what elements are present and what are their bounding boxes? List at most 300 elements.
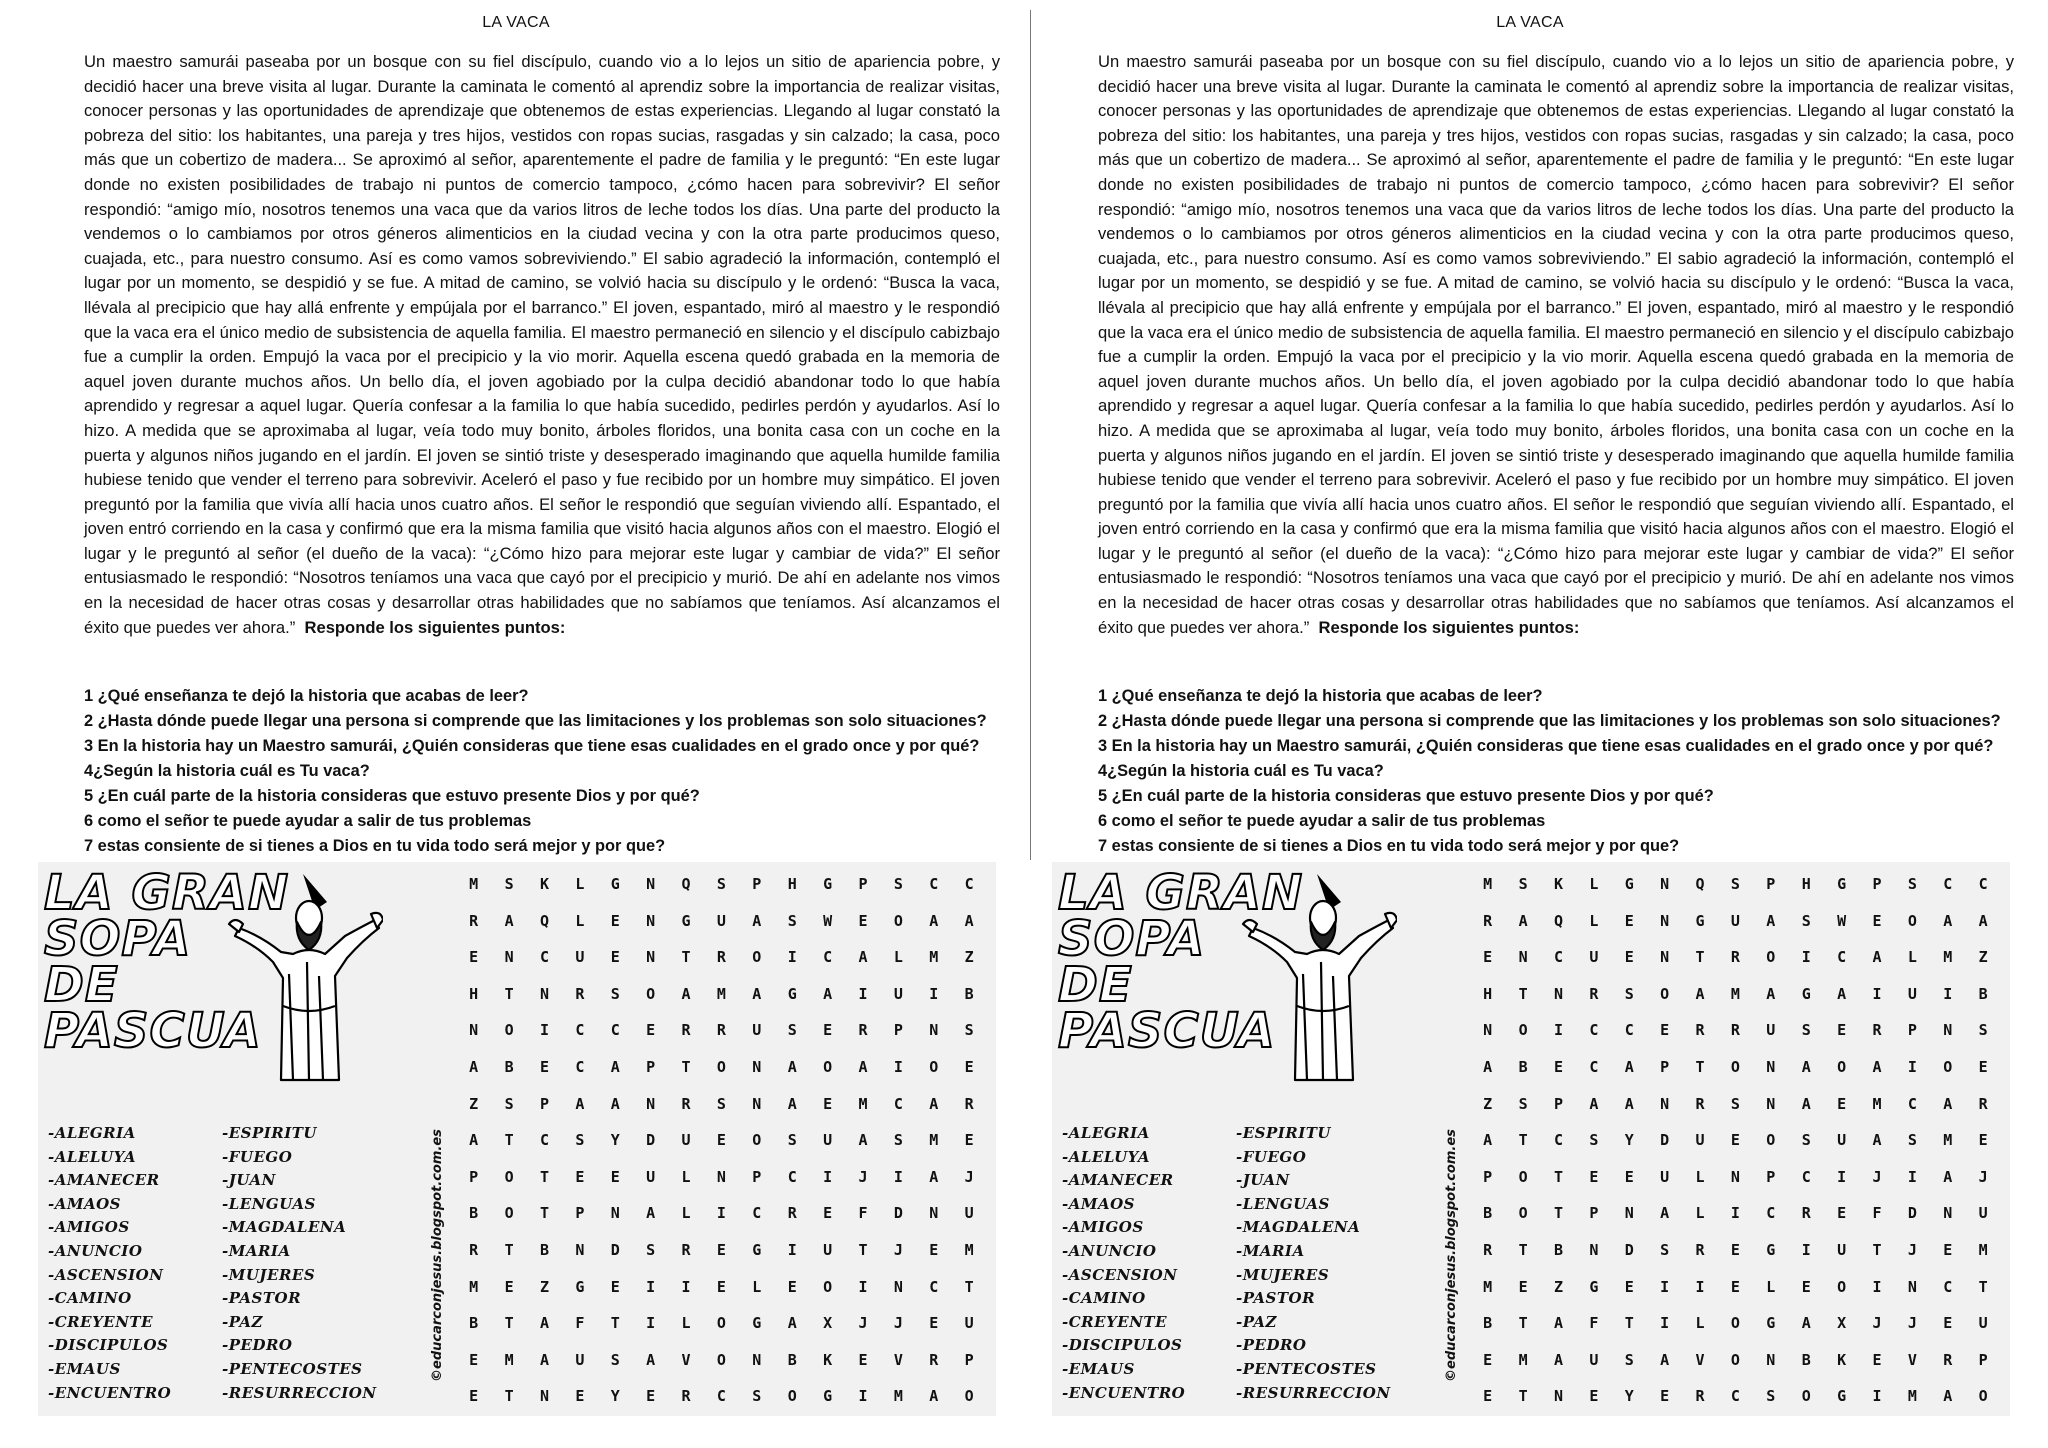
grid-letter: I <box>1872 1277 1882 1296</box>
grid-letter: N <box>752 1057 762 1076</box>
grid-letter: E <box>610 1167 620 1186</box>
grid-letter: N <box>1660 1094 1670 1113</box>
grid-letter: G <box>575 1277 585 1296</box>
grid-letter: A <box>1978 911 1988 930</box>
grid-letter: D <box>893 1204 903 1223</box>
grid-letter: O <box>1766 1131 1776 1150</box>
grid-letter: G <box>1766 1314 1776 1333</box>
grid-letter: C <box>610 1021 620 1040</box>
grid-letter: A <box>575 1094 585 1113</box>
grid-letter: E <box>1872 911 1882 930</box>
grid-letter: S <box>1518 1094 1528 1113</box>
grid-letter: Z <box>1978 948 1988 967</box>
grid-letter: U <box>1907 984 1917 1003</box>
grid-letter: A <box>858 948 868 967</box>
grid-letter: I <box>1837 1167 1847 1186</box>
grid-letter: I <box>716 1204 726 1223</box>
grid-letter: R <box>681 1387 691 1406</box>
grid-letter: R <box>1943 1350 1953 1369</box>
grid-letter: E <box>1518 1277 1528 1296</box>
grid-letter: E <box>929 1240 939 1259</box>
grid-letter: M <box>1943 948 1953 967</box>
grid-letter: R <box>681 1094 691 1113</box>
puzzle-title-line: LA GRAN <box>1058 865 1304 921</box>
grid-letter: J <box>1872 1314 1882 1333</box>
grid-letter: R <box>1483 1240 1493 1259</box>
grid-letter: O <box>504 1204 514 1223</box>
grid-letter: E <box>1978 1131 1988 1150</box>
grid-letter: A <box>539 1314 549 1333</box>
grid-letter: O <box>1837 1277 1847 1296</box>
document-title: LA VACA <box>1496 14 1564 31</box>
grid-letter: A <box>1943 1167 1953 1186</box>
grid-letter: P <box>964 1350 974 1369</box>
grid-letter: C <box>1943 1277 1953 1296</box>
grid-letter: V <box>1695 1350 1705 1369</box>
grid-letter: A <box>787 1314 797 1333</box>
worksheet-page-left <box>10 0 1022 1448</box>
grid-letter: I <box>1695 1277 1705 1296</box>
grid-letter: N <box>646 1094 656 1113</box>
word-list-item: -MAGDALENA <box>222 1218 347 1237</box>
questions-prompt: Responde los siguientes puntos: <box>1318 617 1580 637</box>
grid-letter: B <box>1483 1204 1493 1223</box>
story-text <box>84 50 1000 640</box>
grid-letter: E <box>646 1021 656 1040</box>
grid-letter: E <box>858 911 868 930</box>
grid-letter: O <box>1978 1387 1988 1406</box>
grid-letter: P <box>752 1167 762 1186</box>
grid-letter: H <box>1801 875 1811 893</box>
grid-letter: A <box>1483 1131 1493 1150</box>
grid-letter: B <box>1483 1314 1493 1333</box>
grid-letter: G <box>610 875 620 893</box>
grid-letter: M <box>1907 1387 1917 1406</box>
grid-letter: A <box>1660 1204 1670 1223</box>
grid-letter: C <box>1553 948 1563 967</box>
grid-letter: I <box>929 984 939 1003</box>
question-item: 2 ¿Hasta dónde puede llegar una persona si comprende que las limitaciones y los problemas son solo situaciones? <box>1098 712 2001 730</box>
grid-letter: Y <box>1624 1131 1634 1150</box>
grid-letter: P <box>1589 1204 1599 1223</box>
grid-letter: A <box>929 1094 939 1113</box>
grid-letter: Q <box>1695 875 1705 893</box>
grid-letter: S <box>1801 911 1811 930</box>
grid-letter: C <box>1589 1021 1599 1040</box>
word-list-item: -LENGUAS <box>1236 1194 1330 1213</box>
story-body: Un maestro samurái paseaba por un bosque con su fiel discípulo, cuando vio a lo lejos un sitio de apariencia pobre, y decidió hacer una breve visita al lugar. Durante la caminata le comentó al aprendiz sobre la importancia de realizar visitas, conocer personas y las oportunidades de aprendizaje que obtenemos de estas experiencias. Llegando al lugar constató la pobreza del sitio: los habitantes, una pareja y tres hijos, vestidos con ropas sucias, rasgadas y sin calzado; la casa, poco más que un cobertizo de madera... Se aproximó al señor, aparentemente el padre de familia y le preguntó: “En este lugar donde no existen posibilidades de trabajo ni puntos de comercio tampoco, ¿cómo hacen para sobrevivir? El señor respondió: “amigo mío, nosotros tenemos una vaca que da varios litros de leche todos los días. Una parte del producto la vendemos o lo cambiamos por otros géneros alimenticios en la ciudad vecina y con la otra parte producimos queso, cuajada, etc., para nuestro consumo. Así es como vamos sobreviviendo.” El sabio agradeció la información, contempló el lugar por un momento, se despidió y se fue. A mitad de camino, se volvió hacia su discípulo y le ordenó: “Busca la vaca, llévala al precipicio que hay allá enfrente y empújala por el barranco.” El joven, espantado, miró al maestro y le respondió que la vaca era el único medio de subsistencia de aquella familia. El maestro permaneció en silencio y el discípulo cabizbajo fue a cumplir la orden. Empujó la vaca por el precipicio y la vio morir. Aquella escena quedó grabada en la memoria de aquel joven durante muchos años. Un bello día, el joven agobiado por la culpa decidió abandonar todo lo que había aprendido y regresar a aquel lugar. Quería confesar a la familia lo que había sucedido, pedirles perdón y ayudarlos. Así lo hizo. A medida que se aproximaba al lugar, veía todo muy bonito, árboles floridos, una bonita casa con un coche en la puerta y algunos niños jugando en el jardín. El joven se sintió triste y desesperado imaginando que aquella humilde familia hubiese tenido que vender el terreno para sobrevivir. Aceleró el paso y fue recibido por un hombre muy simpático. El joven preguntó por la familia que vivía allí hacia unos cuatro años. El señor le respondió que seguían viviendo allí. Espantado, el joven entró corriendo en la casa y confirmó que era la misma familia que visitó hacia algunos años con el maestro. Elogió el lugar y le preguntó al señor (el dueño de la vaca): “¿Cómo hizo para mejorar este lugar y cambiar de vida?” El señor entusiasmado le respondió: “Nosotros teníamos una vaca que cayó por el precipicio y murió. De ahí en adelante nos vimos en la necesidad de hacer otras cosas y desarrollar otras habilidades que no sabíamos que teníamos. Así alcanzamos el éxito que puedes ver ahora.” <box>1098 52 2014 637</box>
grid-letter: N <box>1660 911 1670 930</box>
question-item: 3 En la historia hay un Maestro samurái, ¿Quién consideras que tiene esas cualidades en el grado once y por qué? <box>1098 737 1994 755</box>
grid-letter: A <box>1872 948 1882 967</box>
grid-letter: C <box>1730 1387 1740 1406</box>
grid-letter: M <box>469 1277 479 1296</box>
grid-letter: E <box>858 1350 868 1369</box>
grid-letter: A <box>929 1387 939 1406</box>
grid-letter: Q <box>681 875 691 893</box>
grid-letter: C <box>1553 1131 1563 1150</box>
jesus-figure-icon <box>223 866 383 1086</box>
word-list-item: -MUJERES <box>222 1265 316 1284</box>
grid-letter: S <box>646 1240 656 1259</box>
grid-letter: C <box>1978 875 1988 893</box>
grid-letter: A <box>929 911 939 930</box>
grid-letter: E <box>1624 1277 1634 1296</box>
grid-letter: O <box>504 1167 514 1186</box>
grid-letter: K <box>823 1350 833 1369</box>
grid-letter: S <box>752 1387 762 1406</box>
question-item: 3 En la historia hay un Maestro samurái, ¿Quién consideras que tiene esas cualidades en el grado once y por qué? <box>84 737 980 755</box>
grid-letter: S <box>1624 1350 1634 1369</box>
word-list-item: -ENCUENTRO <box>1062 1383 1186 1402</box>
grid-letter: B <box>504 1057 514 1076</box>
grid-letter: S <box>787 1131 797 1150</box>
grid-letter: J <box>893 1240 903 1259</box>
grid-letter: O <box>1907 911 1917 930</box>
grid-letter: E <box>610 1277 620 1296</box>
grid-letter: V <box>1907 1350 1917 1369</box>
grid-letter: P <box>752 875 762 893</box>
grid-letter: S <box>716 1094 726 1113</box>
grid-letter: N <box>646 911 656 930</box>
grid-letter: A <box>1943 1094 1953 1113</box>
grid-letter: R <box>469 1240 479 1259</box>
grid-letter: O <box>1518 1021 1528 1040</box>
word-list-item: -ESPIRITU <box>1236 1124 1332 1142</box>
grid-letter: U <box>823 1131 833 1150</box>
grid-letter: L <box>681 1204 691 1223</box>
grid-letter: R <box>1801 1204 1811 1223</box>
grid-letter: N <box>752 1350 762 1369</box>
grid-letter: O <box>1518 1167 1528 1186</box>
grid-letter: L <box>893 948 903 967</box>
grid-letter: N <box>646 875 656 893</box>
grid-letter: E <box>823 1021 833 1040</box>
word-list-item: -PASTOR <box>222 1289 302 1308</box>
grid-letter: S <box>1624 984 1634 1003</box>
grid-letter: E <box>964 1131 974 1150</box>
grid-letter: C <box>716 1387 726 1406</box>
grid-letter: Y <box>610 1387 620 1406</box>
grid-letter: L <box>1907 948 1917 967</box>
story-text <box>1098 50 2014 640</box>
grid-letter: I <box>1801 1240 1811 1259</box>
grid-letter: T <box>964 1277 974 1296</box>
grid-letter: N <box>539 1387 549 1406</box>
grid-letter: E <box>1837 1094 1847 1113</box>
grid-letter: A <box>610 1094 620 1113</box>
grid-letter: J <box>1872 1167 1882 1186</box>
word-list-item: -ALELUYA <box>48 1147 137 1166</box>
grid-letter: E <box>1837 1204 1847 1223</box>
grid-letter: R <box>681 1021 691 1040</box>
grid-letter: M <box>504 1350 514 1369</box>
grid-letter: A <box>1553 1350 1563 1369</box>
grid-letter: A <box>1483 1057 1493 1076</box>
grid-letter: N <box>929 1021 939 1040</box>
grid-letter: G <box>1837 875 1847 893</box>
grid-letter: T <box>1518 1240 1528 1259</box>
grid-letter: D <box>1907 1204 1917 1223</box>
grid-letter: C <box>1837 948 1847 967</box>
questions-list <box>1098 684 2036 859</box>
grid-letter: R <box>681 1240 691 1259</box>
grid-letter: I <box>787 1240 797 1259</box>
grid-letter: S <box>893 875 903 893</box>
grid-letter: M <box>1730 984 1740 1003</box>
grid-letter: U <box>716 911 726 930</box>
grid-letter: O <box>823 1277 833 1296</box>
grid-letter: O <box>752 1131 762 1150</box>
story-body: Un maestro samurái paseaba por un bosque con su fiel discípulo, cuando vio a lo lejos un sitio de apariencia pobre, y decidió hacer una breve visita al lugar. Durante la caminata le comentó al aprendiz sobre la importancia de realizar visitas, conocer personas y las oportunidades de aprendizaje que obtenemos de estas experiencias. Llegando al lugar constató la pobreza del sitio: los habitantes, una pareja y tres hijos, vestidos con ropas sucias, rasgadas y sin calzado; la casa, poco más que un cobertizo de madera... Se aproximó al señor, aparentemente el padre de familia y le preguntó: “En este lugar donde no existen posibilidades de trabajo ni puntos de comercio tampoco, ¿cómo hacen para sobrevivir? El señor respondió: “amigo mío, nosotros tenemos una vaca que da varios litros de leche todos los días. Una parte del producto la vendemos o lo cambiamos por otros géneros alimenticios en la ciudad vecina y con la otra parte producimos queso, cuajada, etc., para nuestro consumo. Así es como vamos sobreviviendo.” El sabio agradeció la información, contempló el lugar por un momento, se despidió y se fue. A mitad de camino, se volvió hacia su discípulo y le ordenó: “Busca la vaca, llévala al precipicio que hay allá enfrente y empújala por el barranco.” El joven, espantado, miró al maestro y le respondió que la vaca era el único medio de subsistencia de aquella familia. El maestro permaneció en silencio y el discípulo cabizbajo fue a cumplir la orden. Empujó la vaca por el precipicio y la vio morir. Aquella escena quedó grabada en la memoria de aquel joven durante muchos años. Un bello día, el joven agobiado por la culpa decidió abandonar todo lo que había aprendido y regresar a aquel lugar. Quería confesar a la familia lo que había sucedido, pedirles perdón y ayudarlos. Así lo hizo. A medida que se aproximaba al lugar, veía todo muy bonito, árboles floridos, una bonita casa con un coche en la puerta y algunos niños jugando en el jardín. El joven se sintió triste y desesperado imaginando que aquella humilde familia hubiese tenido que vender el terreno para sobrevivir. Aceleró el paso y fue recibido por un hombre muy simpático. El joven preguntó por la familia que vivía allí hacia unos cuatro años. El señor le respondió que seguían viviendo allí. Espantado, el joven entró corriendo en la casa y confirmó que era la misma familia que visitó hacia algunos años con el maestro. Elogió el lugar y le preguntó al señor (el dueño de la vaca): “¿Cómo hizo para mejorar este lugar y cambiar de vida?” El señor entusiasmado le respondió: “Nosotros teníamos una vaca que cayó por el precipicio y murió. De ahí en adelante nos vimos en la necesidad de hacer otras cosas y desarrollar otras habilidades que no sabíamos que teníamos. Así alcanzamos el éxito que puedes ver ahora.” <box>84 52 1000 637</box>
grid-letter: C <box>893 1094 903 1113</box>
grid-letter: L <box>1695 1167 1705 1186</box>
grid-letter: T <box>681 948 691 967</box>
question-item: 6 como el señor te puede ayudar a salir de tus problemas <box>84 812 532 830</box>
grid-letter: A <box>681 984 691 1003</box>
grid-letter: E <box>1624 911 1634 930</box>
grid-letter: A <box>610 1057 620 1076</box>
grid-letter: T <box>1695 1057 1705 1076</box>
grid-letter: I <box>1872 984 1882 1003</box>
grid-letter: O <box>1730 1314 1740 1333</box>
grid-letter: O <box>504 1021 514 1040</box>
grid-letter: T <box>504 1314 514 1333</box>
grid-letter: I <box>1943 984 1953 1003</box>
word-list-item: -CAMINO <box>1062 1289 1146 1308</box>
question-item: 1 ¿Qué enseñanza te dejó la historia que acabas de leer? <box>84 687 529 705</box>
grid-letter: A <box>823 984 833 1003</box>
grid-letter: N <box>752 1094 762 1113</box>
grid-letter: N <box>1660 948 1670 967</box>
grid-letter: U <box>964 1204 974 1223</box>
grid-letter: E <box>716 1131 726 1150</box>
grid-letter: R <box>1695 1387 1705 1406</box>
grid-letter: O <box>1730 1350 1740 1369</box>
grid-letter: L <box>575 875 585 893</box>
grid-letter: I <box>858 1387 868 1406</box>
grid-letter: I <box>1907 1057 1917 1076</box>
grid-letter: I <box>646 1314 656 1333</box>
grid-letter: A <box>469 1131 479 1150</box>
grid-letter: N <box>469 1021 479 1040</box>
word-list-item: -ALEGRIA <box>1062 1124 1150 1142</box>
grid-letter: N <box>610 1204 620 1223</box>
grid-letter: B <box>469 1204 479 1223</box>
word-list-item: -RESURRECCION <box>1236 1383 1391 1402</box>
grid-letter: M <box>858 1094 868 1113</box>
grid-letter: U <box>1730 911 1740 930</box>
grid-letter: M <box>1518 1350 1528 1369</box>
grid-letter: E <box>1872 1350 1882 1369</box>
grid-letter: N <box>1660 875 1670 893</box>
grid-letter: J <box>1907 1314 1917 1333</box>
grid-letter: C <box>1589 1057 1599 1076</box>
grid-letter: T <box>504 1387 514 1406</box>
grid-letter: M <box>964 1240 974 1259</box>
grid-letter: G <box>681 911 691 930</box>
grid-letter: C <box>575 1057 585 1076</box>
word-search-puzzle <box>38 862 996 1416</box>
grid-letter: E <box>469 1387 479 1406</box>
grid-letter: E <box>1978 1057 1988 1076</box>
grid-letter: P <box>1872 875 1882 893</box>
grid-letter: S <box>575 1131 585 1150</box>
grid-letter: E <box>1943 1240 1953 1259</box>
grid-letter: A <box>539 1350 549 1369</box>
grid-letter: L <box>1695 1204 1705 1223</box>
grid-letter: L <box>681 1314 691 1333</box>
grid-letter: P <box>1978 1350 1988 1369</box>
word-list <box>1062 1124 1412 1407</box>
grid-letter: M <box>1483 875 1493 893</box>
grid-letter: Z <box>1483 1094 1493 1113</box>
grid-letter: Z <box>1553 1277 1563 1296</box>
grid-letter: E <box>575 1387 585 1406</box>
word-list-item: -AMAOS <box>48 1194 122 1213</box>
grid-letter: S <box>504 875 514 893</box>
grid-letter: U <box>575 948 585 967</box>
grid-letter: W <box>1837 911 1847 930</box>
grid-letter: T <box>1872 1240 1882 1259</box>
grid-letter: O <box>929 1057 939 1076</box>
grid-letter: N <box>1907 1277 1917 1296</box>
grid-letter: S <box>1978 1021 1988 1040</box>
grid-letter: R <box>1730 1021 1740 1040</box>
grid-letter: I <box>646 1277 656 1296</box>
grid-letter: U <box>1766 1021 1776 1040</box>
grid-letter: O <box>787 1387 797 1406</box>
grid-letter: G <box>752 1314 762 1333</box>
word-list-item: -PEDRO <box>222 1336 293 1355</box>
grid-letter: O <box>646 984 656 1003</box>
word-list-item: -FUEGO <box>222 1147 293 1166</box>
grid-letter: T <box>504 984 514 1003</box>
grid-letter: P <box>1907 1021 1917 1040</box>
word-list-item: -PAZ <box>1236 1312 1278 1331</box>
word-list-item: -MARIA <box>1236 1241 1305 1260</box>
grid-letter: C <box>787 1167 797 1186</box>
grid-letter: M <box>893 1387 903 1406</box>
grid-letter: I <box>893 1167 903 1186</box>
question-item: 1 ¿Qué enseñanza te dejó la historia que acabas de leer? <box>1098 687 1543 705</box>
question-item: 7 estas consiente de si tienes a Dios en tu vida todo será mejor y por que? <box>84 837 666 855</box>
word-list-item: -CAMINO <box>48 1289 132 1308</box>
grid-letter: E <box>469 948 479 967</box>
grid-letter: M <box>1483 1277 1493 1296</box>
document-title: LA VACA <box>482 14 550 31</box>
grid-letter: A <box>1518 911 1528 930</box>
grid-letter: E <box>823 1094 833 1113</box>
grid-letter: E <box>716 1240 726 1259</box>
grid-letter: I <box>787 948 797 967</box>
word-list-item: -ASCENSION <box>1062 1265 1178 1284</box>
word-list-item: -PASTOR <box>1236 1289 1316 1308</box>
grid-letter: C <box>1943 875 1953 893</box>
grid-letter: M <box>929 1131 939 1150</box>
grid-letter: S <box>787 911 797 930</box>
grid-letter: G <box>1624 875 1634 893</box>
grid-letter: U <box>1837 1131 1847 1150</box>
word-list-item: -AMAOS <box>1062 1194 1136 1213</box>
word-list <box>48 1124 398 1407</box>
grid-letter: I <box>823 1167 833 1186</box>
word-list-item: -DISCIPULOS <box>1062 1336 1183 1355</box>
grid-letter: I <box>893 1057 903 1076</box>
word-list-item: -PENTECOSTES <box>222 1359 363 1378</box>
word-list-item: -ANUNCIO <box>1062 1241 1157 1260</box>
word-list-item: -ESPIRITU <box>222 1124 318 1142</box>
grid-letter: H <box>1483 984 1493 1003</box>
grid-letter: M <box>716 984 726 1003</box>
grid-letter: A <box>858 1131 868 1150</box>
grid-letter: V <box>893 1350 903 1369</box>
jesus-figure-icon <box>1237 866 1397 1086</box>
grid-letter: I <box>1907 1167 1917 1186</box>
grid-letter: O <box>1943 1057 1953 1076</box>
word-list-item: -EMAUS <box>1062 1359 1135 1378</box>
grid-letter: F <box>575 1314 585 1333</box>
grid-letter: E <box>539 1057 549 1076</box>
grid-letter: C <box>929 1277 939 1296</box>
grid-letter: S <box>1907 1131 1917 1150</box>
grid-letter: G <box>1837 1387 1847 1406</box>
grid-letter: A <box>504 911 514 930</box>
grid-letter: G <box>1695 911 1705 930</box>
grid-letter: L <box>575 911 585 930</box>
grid-letter: T <box>504 1131 514 1150</box>
grid-letter: T <box>1695 948 1705 967</box>
grid-letter: U <box>964 1314 974 1333</box>
grid-letter: R <box>1589 984 1599 1003</box>
grid-letter: R <box>858 1021 868 1040</box>
grid-letter: N <box>1730 1167 1740 1186</box>
grid-letter: A <box>1553 1314 1563 1333</box>
grid-letter: A <box>752 984 762 1003</box>
grid-letter: I <box>539 1021 549 1040</box>
grid-letter: G <box>1766 1240 1776 1259</box>
grid-letter: H <box>469 984 479 1003</box>
grid-letter: S <box>1907 875 1917 893</box>
grid-letter: B <box>1978 984 1988 1003</box>
grid-letter: N <box>646 948 656 967</box>
grid-letter: A <box>964 911 974 930</box>
credit-text: ©educarconjesus.blogspot.com.es <box>1444 1129 1459 1382</box>
grid-letter: A <box>1766 984 1776 1003</box>
grid-letter: A <box>1801 1057 1811 1076</box>
grid-letter: P <box>646 1057 656 1076</box>
grid-letter: E <box>1660 1387 1670 1406</box>
grid-letter: Q <box>1553 911 1563 930</box>
grid-letter: P <box>1660 1057 1670 1076</box>
grid-letter: A <box>929 1167 939 1186</box>
grid-letter: L <box>1766 1277 1776 1296</box>
question-item: 5 ¿En cuál parte de la historia consideras que estuvo presente Dios y por qué? <box>84 787 700 805</box>
grid-letter: R <box>1872 1021 1882 1040</box>
grid-letter: W <box>823 911 833 930</box>
grid-letter: E <box>610 948 620 967</box>
grid-letter: E <box>1837 1021 1847 1040</box>
word-list-item: -PENTECOSTES <box>1236 1359 1377 1378</box>
puzzle-title-line: DE <box>1058 957 1133 1013</box>
grid-letter: N <box>539 984 549 1003</box>
grid-letter: O <box>1801 1387 1811 1406</box>
grid-letter: E <box>964 1057 974 1076</box>
grid-letter: N <box>1624 1204 1634 1223</box>
puzzle-title-line: SOPA <box>1058 911 1206 967</box>
grid-letter: I <box>1660 1277 1670 1296</box>
word-list-item: -CREYENTE <box>48 1312 154 1331</box>
